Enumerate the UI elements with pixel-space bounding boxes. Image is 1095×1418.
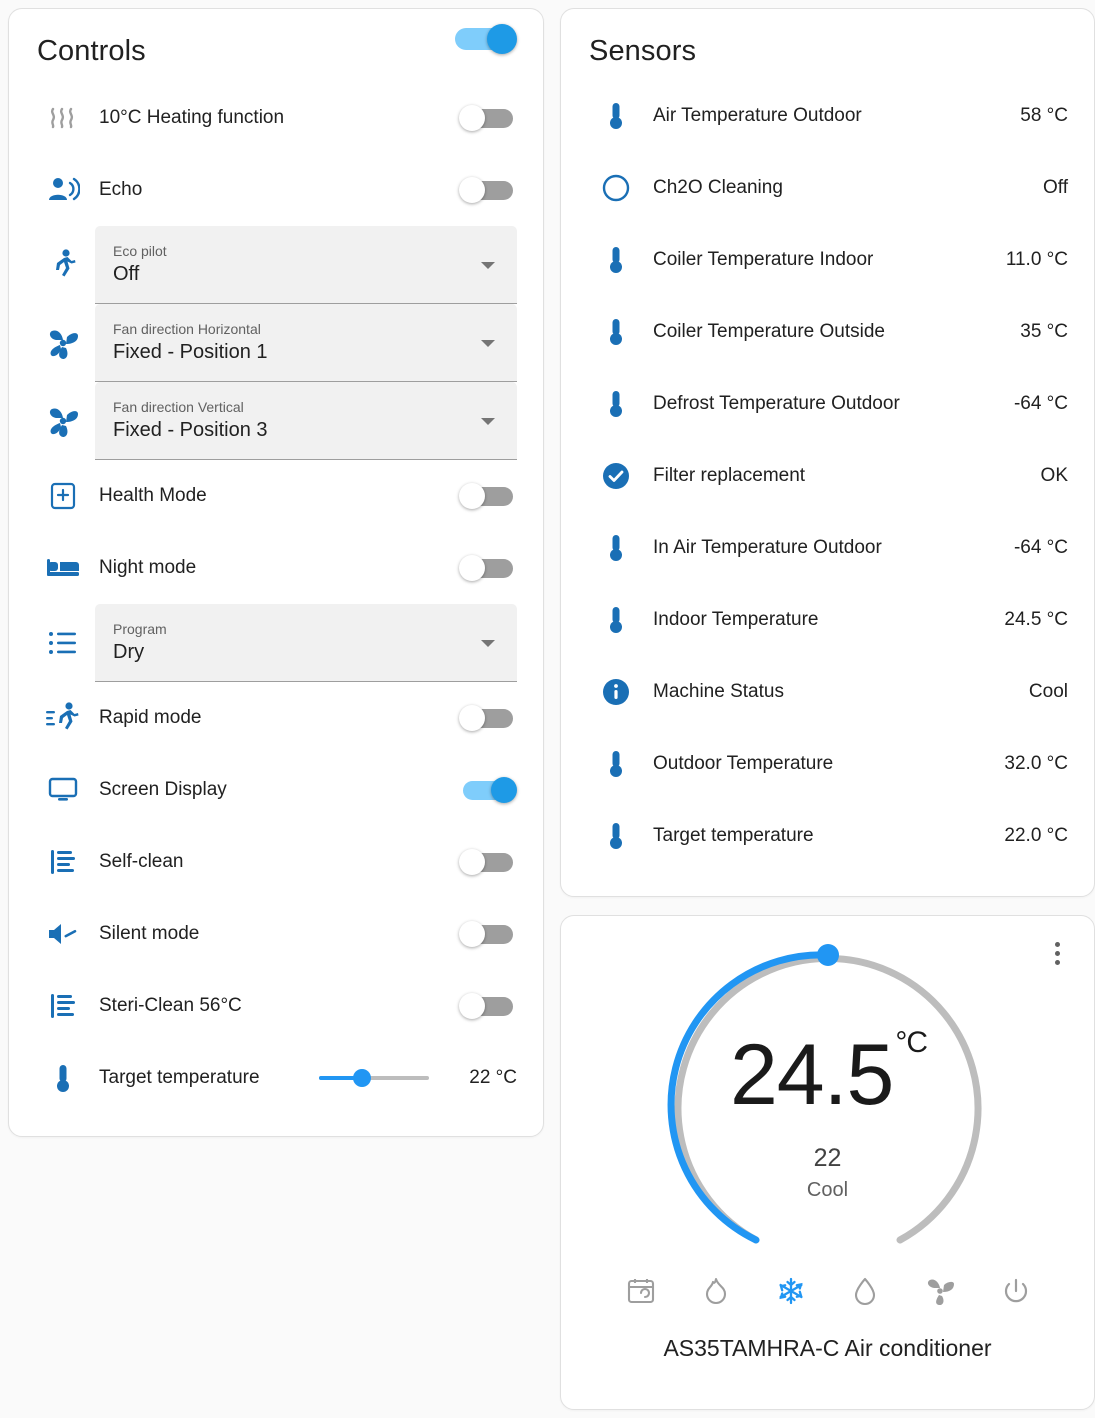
control-row-target-temperature[interactable]: [35, 1042, 517, 1114]
sensor-value: 58 °C: [1020, 105, 1068, 126]
sensor-value: 35 °C: [1020, 321, 1068, 342]
sensor-row-in-air-temperature-outdoor: [587, 512, 1068, 584]
sensor-label: Coiler Temperature Indoor: [653, 249, 874, 270]
info-icon: [587, 677, 645, 707]
toggle-knob: [459, 705, 485, 731]
list-icon: [35, 630, 91, 656]
controls-card: [8, 8, 544, 1137]
thermometer-icon: [587, 317, 645, 347]
fan-only-icon[interactable]: [924, 1276, 956, 1311]
dry-drop-icon[interactable]: [852, 1276, 878, 1311]
select-label: Program: [113, 621, 167, 637]
sensor-label: Indoor Temperature: [653, 609, 819, 630]
more-options-icon[interactable]: [1055, 942, 1060, 965]
control-label: Night mode: [99, 557, 197, 578]
health-kit-icon: [35, 481, 91, 511]
toggle-knob: [459, 177, 485, 203]
control-row-echo[interactable]: [35, 154, 517, 226]
sensors-title: Sensors: [589, 35, 697, 67]
toggle-knob: [459, 555, 485, 581]
thermometer-icon: [587, 749, 645, 779]
dot: [1055, 951, 1060, 956]
control-row-health-mode[interactable]: [35, 460, 517, 532]
sensor-label: Filter replacement: [653, 465, 806, 486]
sensors-list: [561, 68, 1094, 896]
thermometer-icon: [587, 389, 645, 419]
sensor-row-machine-status: [587, 656, 1068, 728]
self-clean-icon: [35, 847, 91, 877]
target-temperature-readout: 22: [813, 1144, 842, 1172]
thermometer-icon: [587, 533, 645, 563]
dial-readout: [638, 1026, 1018, 1202]
toggle-knob: [459, 105, 485, 131]
running-fast-icon: [35, 701, 91, 735]
thermometer-icon: [587, 101, 645, 131]
controls-list: [9, 68, 543, 1136]
snowflake-icon[interactable]: [776, 1276, 806, 1311]
sensors-card: [560, 8, 1095, 897]
target-temperature-slider[interactable]: [319, 1076, 439, 1080]
control-row-fan-direction-vertical[interactable]: [35, 382, 517, 460]
echo-person-icon: [35, 175, 91, 205]
dot: [1055, 942, 1060, 947]
control-row-fan-direction-horizontal[interactable]: [35, 304, 517, 382]
bed-icon: [35, 554, 91, 582]
control-select-fan-direction-vertical[interactable]: [95, 382, 517, 460]
sensor-label: Defrost Temperature Outdoor: [653, 393, 900, 414]
sensor-value: 22.0 °C: [1004, 825, 1068, 846]
thermostat-card: [560, 915, 1095, 1410]
control-toggle-echo[interactable]: [459, 177, 517, 203]
slider-thumb[interactable]: [353, 1069, 371, 1087]
thermometer-icon: [35, 1062, 91, 1094]
mode-readout: Cool: [806, 1179, 849, 1201]
control-select-eco-pilot[interactable]: [95, 226, 517, 304]
sensor-value: 11.0 °C: [1005, 249, 1068, 270]
control-toggle-night-mode[interactable]: [459, 555, 517, 581]
steri-clean-icon: [35, 991, 91, 1021]
circle-icon: [587, 173, 645, 203]
sensor-value: OK: [1040, 465, 1068, 486]
sensor-value: Cool: [1028, 681, 1068, 702]
sensor-label: Target temperature: [653, 825, 814, 846]
sensor-row-coiler-temperature-outside: [587, 296, 1068, 368]
control-row-eco-pilot[interactable]: [35, 226, 517, 304]
control-label: Silent mode: [99, 923, 200, 944]
control-toggle-health-mode[interactable]: [459, 483, 517, 509]
current-temperature-value: 24.5: [729, 1027, 894, 1123]
chevron-down-icon: [481, 340, 495, 347]
monitor-icon: [35, 776, 91, 804]
control-row-screen-display[interactable]: [35, 754, 517, 826]
sensor-value: 32.0 °C: [1004, 753, 1068, 774]
current-temperature: [638, 1026, 1018, 1123]
toggle-knob: [459, 849, 485, 875]
chevron-down-icon: [481, 262, 495, 269]
control-select-program[interactable]: [95, 604, 517, 682]
thermometer-icon: [587, 821, 645, 851]
temperature-unit: °C: [895, 1026, 928, 1060]
check-circle-icon: [587, 461, 645, 491]
page-title: Controls: [37, 35, 146, 67]
controls-master-toggle[interactable]: [451, 24, 517, 54]
control-toggle-self-clean[interactable]: [459, 849, 517, 875]
control-row-program[interactable]: [35, 604, 517, 682]
control-label: Steri-Clean 56°C: [99, 995, 242, 1016]
power-icon[interactable]: [1002, 1276, 1030, 1311]
heat-waves-icon: [35, 103, 91, 133]
chevron-down-icon: [481, 640, 495, 647]
fan-icon: [35, 326, 91, 360]
mode-bar: [626, 1276, 1030, 1311]
toggle-knob: [459, 993, 485, 1019]
sensor-row-defrost-temperature-outdoor: [587, 368, 1068, 440]
heat-flame-icon[interactable]: [702, 1276, 730, 1311]
toggle-knob: [491, 777, 517, 803]
control-label: Health Mode: [99, 485, 207, 506]
right-column: [560, 8, 1095, 1410]
sensor-label: Ch2O Cleaning: [653, 177, 783, 198]
sensor-row-air-temperature-outdoor: [587, 80, 1068, 152]
control-row-night-mode[interactable]: [35, 532, 517, 604]
sensor-value: -64 °C: [1013, 393, 1068, 414]
sensor-label: In Air Temperature Outdoor: [653, 537, 882, 558]
select-value: Fixed - Position 1: [113, 341, 268, 363]
sensor-label: Outdoor Temperature: [653, 753, 834, 774]
toggle-knob: [459, 483, 485, 509]
control-label: 10°C Heating function: [99, 107, 285, 128]
select-value: Dry: [113, 641, 145, 663]
toggle-knob: [459, 921, 485, 947]
fan-icon: [35, 404, 91, 438]
select-label: Eco pilot: [113, 243, 167, 259]
sensor-row-coiler-temperature-indoor: [587, 224, 1068, 296]
control-select-fan-direction-horizontal[interactable]: [95, 304, 517, 382]
toggle-knob: [487, 24, 517, 54]
sensor-row-indoor-temperature: [587, 584, 1068, 656]
sensor-row-filter-replacement: [587, 440, 1068, 512]
select-label: Fan direction Horizontal: [113, 321, 261, 337]
sensor-row-outdoor-temperature: [587, 728, 1068, 800]
control-label: Self-clean: [99, 851, 184, 872]
control-row-rapid-mode[interactable]: [35, 682, 517, 754]
control-toggle-rapid-mode[interactable]: [459, 705, 517, 731]
control-label: Rapid mode: [99, 707, 202, 728]
control-label: Screen Display: [99, 779, 227, 800]
chevron-down-icon: [481, 418, 495, 425]
controls-column: [8, 8, 544, 1410]
thermometer-icon: [587, 245, 645, 275]
control-toggle-heating-function[interactable]: [459, 105, 517, 131]
sensor-value: Off: [1043, 177, 1068, 198]
control-row-self-clean[interactable]: [35, 826, 517, 898]
sensor-label: Machine Status: [653, 681, 784, 702]
control-row-heating-function[interactable]: [35, 82, 517, 154]
control-toggle-silent-mode[interactable]: [459, 921, 517, 947]
control-label: Target temperature: [99, 1067, 260, 1088]
sensor-label: Air Temperature Outdoor: [653, 105, 862, 126]
sensor-row-ch2o-cleaning: [587, 152, 1068, 224]
running-person-icon: [35, 248, 91, 282]
device-name: AS35TAMHRA-C Air conditioner: [663, 1335, 992, 1361]
control-row-steri-clean[interactable]: [35, 970, 517, 1042]
slider-track[interactable]: [319, 1076, 429, 1080]
control-toggle-steri-clean[interactable]: [459, 993, 517, 1019]
thermometer-icon: [587, 605, 645, 635]
select-label: Fan direction Vertical: [113, 399, 244, 415]
sensor-value: -64 °C: [1013, 537, 1068, 558]
select-value: Fixed - Position 3: [113, 419, 268, 441]
target-temperature-value: 22 °C: [469, 1067, 517, 1088]
control-label: Echo: [99, 179, 143, 200]
temperature-dial[interactable]: [638, 940, 1018, 1270]
controls-header: [9, 9, 543, 68]
control-toggle-screen-display[interactable]: [459, 777, 517, 803]
mute-icon: [35, 920, 91, 948]
schedule-icon[interactable]: [626, 1276, 656, 1311]
select-value: Off: [113, 263, 140, 285]
sensor-label: Coiler Temperature Outside: [653, 321, 885, 342]
dot: [1055, 960, 1060, 965]
control-row-silent-mode[interactable]: [35, 898, 517, 970]
sensor-value: 24.5 °C: [1004, 609, 1068, 630]
sensor-row-target-temperature: [587, 800, 1068, 872]
